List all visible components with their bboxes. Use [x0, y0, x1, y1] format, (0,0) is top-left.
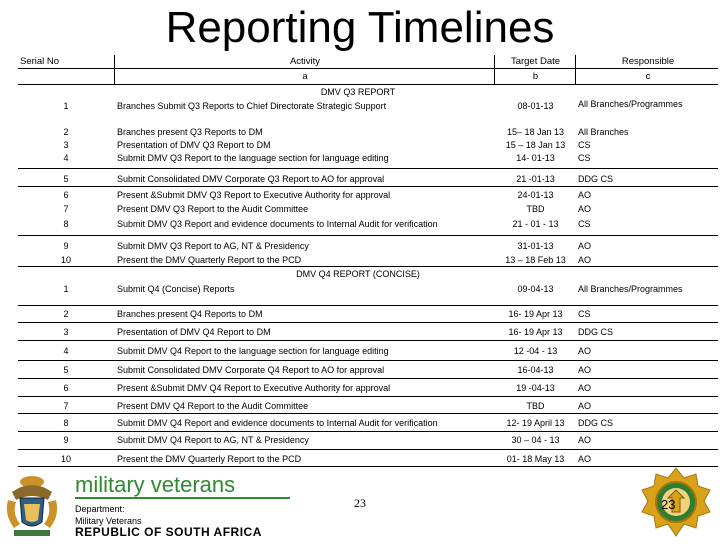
row-responsible: DDG CS [578, 327, 614, 337]
header-activity: Activity [289, 56, 321, 67]
row-target-date: 31-01-13 [517, 241, 554, 251]
row-serial: 4 [63, 346, 69, 356]
row-responsible: All Branches/Programmes [578, 284, 683, 294]
row-target-date: 15– 18 Jan 13 [506, 127, 565, 137]
row-target-date: 15 – 18 Jan 13 [505, 140, 566, 150]
row-activity: Present DMV Q3 Report to the Audit Committee [117, 204, 309, 214]
row-responsible: AO [578, 401, 592, 411]
row-activity: Submit Q4 (Concise) Reports [117, 284, 235, 294]
row-target-date: 21 -01-13 [516, 174, 555, 184]
row-activity: Present &Submit DMV Q3 Report to Executive Authority for approval [117, 190, 391, 200]
header-target-date-sub: b [532, 71, 539, 82]
row-activity: Branches present Q4 Reports to DM [117, 309, 263, 319]
row-target-date: 01- 18 May 13 [506, 454, 565, 464]
row-serial: 3 [63, 140, 69, 150]
row-target-date: 24-01-13 [517, 190, 554, 200]
department-block [75, 503, 142, 527]
row-responsible: AO [578, 255, 592, 265]
row-responsible: All Branches/Programmes [578, 99, 683, 109]
row-target-date: 21 - 01 - 13 [512, 219, 559, 229]
row-responsible: All Branches [578, 127, 629, 137]
row-target-date: 16- 19 Apr 13 [508, 309, 563, 319]
row-responsible: AO [578, 383, 592, 393]
row-serial: 1 [63, 101, 69, 111]
row-serial: 10 [60, 454, 71, 464]
row-activity: Present &Submit DMV Q4 Report to Executive Authority for approval [117, 383, 391, 393]
row-activity: Present the DMV Quarterly Report to the PCD [117, 454, 302, 464]
row-serial: 6 [63, 190, 69, 200]
row-target-date: TBD [526, 204, 545, 214]
row-target-date: TBD [526, 401, 545, 411]
row-responsible: AO [578, 204, 592, 214]
row-serial: 5 [63, 174, 69, 184]
row-activity: Present the DMV Quarterly Report to the PCD [117, 255, 302, 265]
row-responsible: AO [578, 365, 592, 375]
header-target-date: Target Date [510, 56, 561, 67]
page-number: 23 [354, 496, 366, 510]
coat-of-arms-icon [2, 470, 62, 540]
row-serial: 7 [63, 204, 69, 214]
row-target-date: 08-01-13 [517, 101, 554, 111]
row-serial: 3 [63, 327, 69, 337]
row-target-date: 16- 19 Apr 13 [508, 327, 563, 337]
row-serial: 10 [60, 255, 71, 265]
row-serial: 7 [63, 401, 69, 411]
section-title-q4: DMV Q4 REPORT (CONCISE) [296, 269, 420, 279]
header-responsible: Responsible [621, 56, 675, 67]
header-activity-sub: a [302, 71, 308, 82]
row-activity: Submit DMV Q4 Report to AG, NT & Presidency [117, 435, 309, 445]
row-activity: Present DMV Q4 Report to the Audit Committee [117, 401, 309, 411]
row-target-date: 30 – 04 - 13 [511, 435, 560, 445]
row-activity: Presentation of DMV Q4 Report to DM [117, 327, 271, 337]
brand-underline [75, 497, 290, 499]
row-activity: Submit Consolidated DMV Corporate Q4 Report to AO for approval [117, 365, 385, 375]
department-name: Military Veterans [75, 516, 142, 526]
row-responsible: CS [578, 153, 591, 163]
row-responsible: DDG CS [578, 174, 614, 184]
section-title-q3: DMV Q3 REPORT [320, 87, 396, 97]
row-activity: Submit DMV Q3 Report to AG, NT & Presidency [117, 241, 309, 251]
row-responsible: AO [578, 241, 592, 251]
row-activity: Presentation of DMV Q3 Report to DM [117, 140, 271, 150]
row-serial: 8 [63, 418, 69, 428]
row-target-date: 16-04-13 [517, 365, 554, 375]
header-serial-no: Serial No [20, 56, 60, 67]
page-title: Reporting Timelines [165, 3, 555, 52]
row-serial: 2 [63, 309, 69, 319]
row-target-date: 12 -04 - 13 [513, 346, 558, 356]
row-serial: 9 [63, 241, 69, 251]
row-responsible: AO [578, 454, 592, 464]
department-label: Department: [75, 504, 125, 514]
header-responsible-sub: c [645, 71, 651, 82]
row-activity: Submit DMV Q4 Report to the language section for language editing [117, 346, 389, 356]
row-responsible: DDG CS [578, 418, 614, 428]
row-responsible: CS [578, 309, 591, 319]
brand-wordmark: military veterans [75, 472, 236, 497]
row-responsible: CS [578, 219, 591, 229]
row-target-date: 12- 19 April 13 [506, 418, 565, 428]
military-veterans-badge-icon [640, 466, 712, 540]
row-responsible: CS [578, 140, 591, 150]
row-activity: Submit DMV Q3 Report to the language section for language editing [117, 153, 389, 163]
row-serial: 8 [63, 219, 69, 229]
row-serial: 9 [63, 435, 69, 445]
row-responsible: AO [578, 435, 592, 445]
row-serial: 5 [63, 365, 69, 375]
row-serial: 4 [63, 153, 69, 163]
row-activity: Submit DMV Q3 Report and evidence documents to Internal Audit for verification [117, 219, 438, 229]
row-target-date: 09-04-13 [517, 284, 554, 294]
row-target-date: 14- 01-13 [516, 153, 555, 163]
row-responsible: AO [578, 346, 592, 356]
country-name: REPUBLIC OF SOUTH AFRICA [75, 525, 262, 539]
row-activity: Submit DMV Q4 Report and evidence documents to Internal Audit for verification [117, 418, 438, 428]
row-activity: Branches Submit Q3 Reports to Chief Directorate Strategic Support [117, 101, 387, 111]
row-activity: Branches present Q3 Reports to DM [117, 127, 263, 137]
row-responsible: AO [578, 190, 592, 200]
row-activity: Submit Consolidated DMV Corporate Q3 Report to AO for approval [117, 174, 385, 184]
row-serial: 2 [63, 127, 69, 137]
row-serial: 6 [63, 383, 69, 393]
page-number-badge: 23 [661, 497, 676, 512]
row-serial: 1 [63, 284, 69, 294]
row-target-date: 19 -04-13 [516, 383, 555, 393]
row-target-date: 13 – 18 Feb 13 [505, 255, 566, 265]
